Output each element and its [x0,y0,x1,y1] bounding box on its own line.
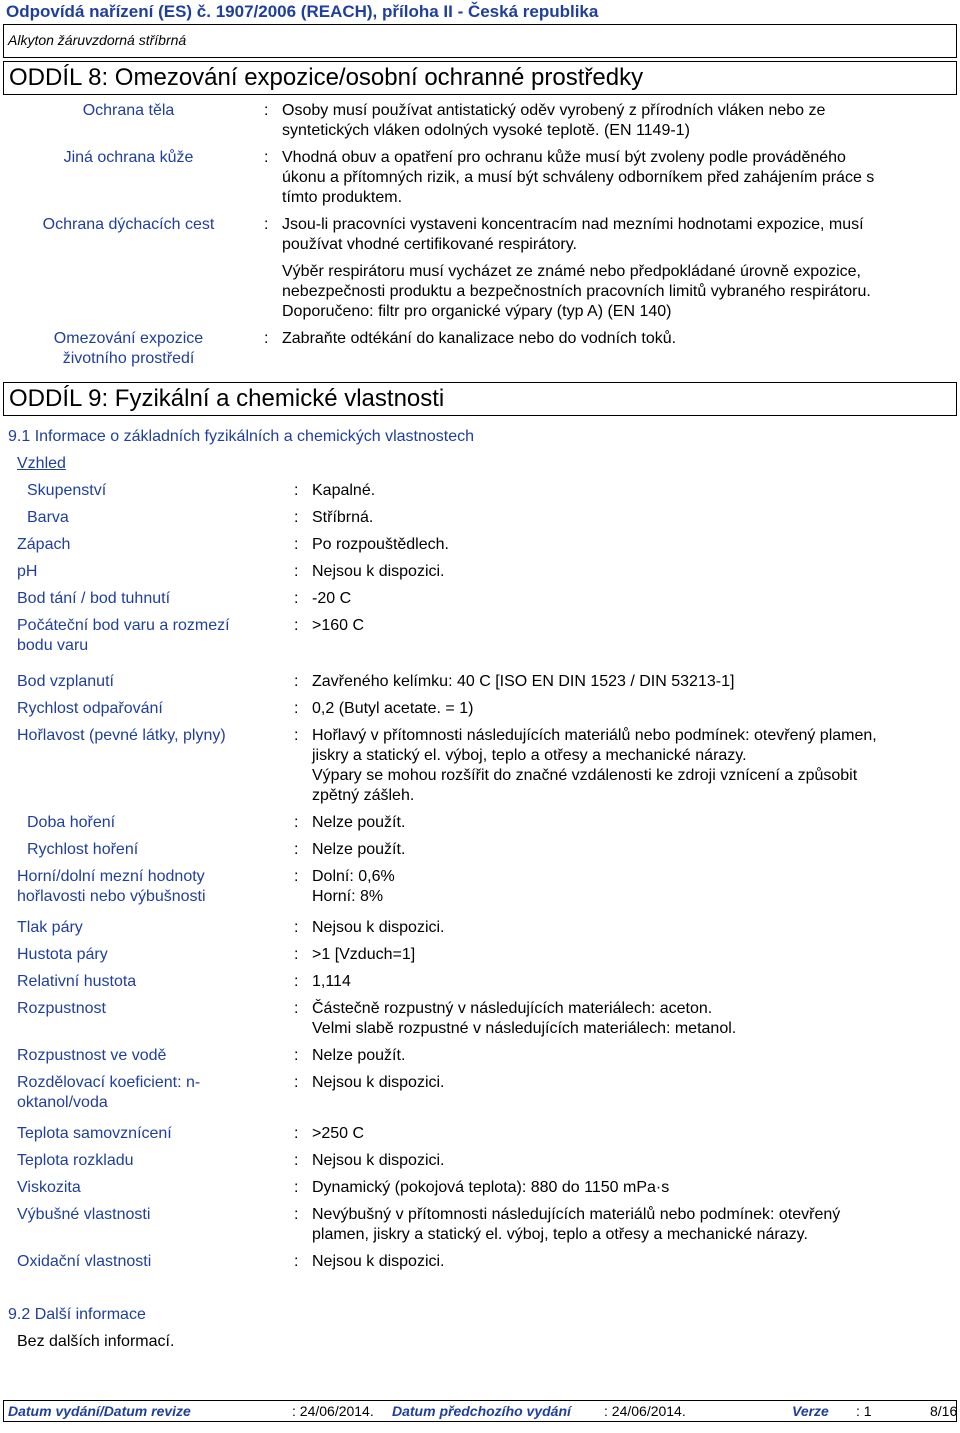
label-flammability: Hořlavost (pevné látky, plyny) [17,727,226,744]
footer-previous-value: : 24/06/2014. [604,1403,686,1419]
label-physical-state: Skupenství [27,482,107,499]
label-color: Barva [27,509,69,526]
colon: : [294,673,299,690]
footer-issue-value: : 24/06/2014. [292,1403,374,1419]
value-solubility-l1: Částečně rozpustný v následujících materiálech: aceton. [312,1000,713,1017]
value-explosion-limits-l1: Dolní: 0,6% [312,868,395,885]
value-skin-protection-l2: úkonu a přítomných rizik, a musí být schváleny odborníkem před zahájením práce s [282,169,875,186]
value-skin-protection-l3: tímto produktem. [282,189,403,206]
colon: : [294,536,299,553]
colon: : [294,1000,299,1017]
colon: : [294,919,299,936]
value-ph: Nejsou k dispozici. [312,563,445,580]
value-flash-point: Zavřeného kelímku: 40 C [ISO EN DIN 1523 / DIN 53213-1] [312,673,735,690]
colon: : [294,973,299,990]
colon: : [294,509,299,526]
label-odor: Zápach [17,536,71,553]
colon: : [294,814,299,831]
value-water-solubility: Nelze použít. [312,1047,406,1064]
colon: : [294,617,299,634]
value-autoignition-temp: >250 C [312,1125,365,1142]
value-burning-time: Nelze použít. [312,814,406,831]
footer-issue-label: Datum vydání/Datum revize [8,1403,191,1419]
colon: : [294,868,299,885]
value-flammability-l1: Hořlavý v přítomnosti následujících materiálů nebo podmínek: otevřený plamen, [312,727,877,744]
label-respiratory-protection: Ochrana dýchacích cest [42,216,215,233]
label-partition-coefficient-l2: oktanol/voda [17,1094,108,1111]
label-evaporation-rate: Rychlost odpařování [17,700,163,717]
footer-version-label: Verze [792,1403,829,1419]
section-8-title: ODDÍL 8: Omezování expozice/osobní ochranné prostředky [9,64,644,91]
section-9-header [3,382,957,416]
colon: : [294,1179,299,1196]
value-flammability-l3: Výpary se mohou rozšířit do značné vzdálenosti ke zdroji vznícení a způsobit [312,767,858,784]
colon: : [294,1047,299,1064]
value-environmental-exposure: Zabraňte odtékání do kanalizace nebo do vodních toků. [282,330,677,347]
value-viscosity: Dynamický (pokojová teplota): 880 do 1150 mPa·s [312,1179,670,1196]
label-skin-protection: Jiná ochrana kůže [63,149,194,166]
value-respiratory-l4: nebezpečnosti produktu a bezpečnostních pracovních limitů vybraného respirátoru. [282,283,871,300]
label-body-protection: Ochrana těla [82,102,175,119]
value-explosive-properties-l1: Nevýbušný v přítomnosti následujících materiálů nebo podmínek: otevřený [312,1206,841,1223]
label-oxidizing-properties: Oxidační vlastnosti [17,1253,152,1270]
label-vapor-pressure: Tlak páry [17,919,83,936]
label-boiling-point-l2: bodu varu [17,637,89,654]
colon: : [294,946,299,963]
product-name: Alkyton žáruvzdorná stříbrná [8,32,187,48]
value-vapor-pressure: Nejsou k dispozici. [312,919,445,936]
label-boiling-point-l1: Počáteční bod varu a rozmezí [17,617,230,634]
value-decomposition-temp: Nejsou k dispozici. [312,1152,445,1169]
value-boiling-point: >160 C [312,617,365,634]
value-vapor-density: >1 [Vzduch=1] [312,946,416,963]
footer-version-value: : 1 [856,1403,872,1419]
section-8-header [3,61,957,95]
colon: : [264,149,269,166]
section-9-title: ODDÍL 9: Fyzikální a chemické vlastnosti [9,385,445,412]
label-partition-coefficient-l1: Rozdělovací koeficient: n- [17,1074,201,1091]
footer-previous-label: Datum předchozího vydání [392,1403,571,1419]
colon: : [294,1074,299,1091]
product-name-box [3,24,957,58]
label-ph: pH [17,563,38,580]
value-color: Stříbrná. [312,509,374,526]
label-decomposition-temp: Teplota rozkladu [17,1152,134,1169]
value-body-protection-l2: syntetických vláken odolných vysoké teplotě. (EN 1149-1) [282,122,690,139]
regulation-header: Odpovídá nařízení (ES) č. 1907/2006 (REACH), příloha II - Česká republika [6,2,599,21]
value-skin-protection-l1: Vhodná obuv a opatření pro ochranu kůže musí být zvoleny podle prováděného [282,149,846,166]
value-partition-coefficient: Nejsou k dispozici. [312,1074,445,1091]
label-vapor-density: Hustota páry [17,946,108,963]
colon: : [264,330,269,347]
label-viscosity: Viskozita [17,1179,81,1196]
label-explosion-limits-l2: hořlavosti nebo výbušnosti [17,888,206,905]
value-oxidizing-properties: Nejsou k dispozici. [312,1253,445,1270]
colon: : [294,590,299,607]
value-respiratory-l1: Jsou-li pracovníci vystaveni koncentracím nad mezními hodnotami expozice, musí [282,216,864,233]
subsection-9-2: 9.2 Další informace [8,1306,146,1323]
value-physical-state: Kapalné. [312,482,376,499]
label-water-solubility: Rozpustnost ve vodě [17,1047,167,1064]
colon: : [264,102,269,119]
label-explosive-properties: Výbušné vlastnosti [17,1206,151,1223]
label-environmental-exposure-l1: Omezování expozice [53,330,204,347]
value-evaporation-rate: 0,2 (Butyl acetate. = 1) [312,700,474,717]
value-relative-density: 1,114 [312,973,351,990]
colon: : [294,1253,299,1270]
label-burning-rate: Rychlost hoření [27,841,139,858]
value-solubility-l2: Velmi slabě rozpustné v následujících materiálech: metanol. [312,1020,737,1037]
value-flammability-l4: zpětný zášleh. [312,787,415,804]
value-burning-rate: Nelze použít. [312,841,406,858]
footer-page-number: 8/16 [930,1403,958,1419]
value-body-protection-l1: Osoby musí používat antistatický oděv vyrobený z přírodních vláken nebo ze [282,102,826,119]
value-melting-point: -20 C [312,590,352,607]
colon: : [264,216,269,233]
label-burning-time: Doba hoření [27,814,116,831]
label-autoignition-temp: Teplota samovznícení [17,1125,172,1142]
colon: : [294,841,299,858]
colon: : [294,727,299,744]
other-information-text: Bez dalších informací. [17,1333,175,1350]
colon: : [294,1125,299,1142]
footer [3,1400,957,1422]
value-respiratory-l3: Výběr respirátoru musí vycházet ze známé nebo předpokládané úrovně expozice, [282,263,861,280]
colon: : [294,1206,299,1223]
label-melting-point: Bod tání / bod tuhnutí [17,590,171,607]
value-explosive-properties-l2: plamen, jiskry a statický el. výboj, teplo a otřesy a mechanické nárazy. [312,1226,808,1243]
colon: : [294,563,299,580]
label-explosion-limits-l1: Horní/dolní mezní hodnoty [17,868,205,885]
label-flash-point: Bod vzplanutí [17,673,114,690]
label-relative-density: Relativní hustota [17,973,137,990]
colon: : [294,482,299,499]
label-solubility: Rozpustnost [17,1000,106,1017]
value-odor: Po rozpouštědlech. [312,536,449,553]
value-explosion-limits-l2: Horní: 8% [312,888,384,905]
colon: : [294,700,299,717]
value-respiratory-l2: používat vhodné certifikované respirátory. [282,236,577,253]
value-respiratory-l5: Doporučeno: filtr pro organické výpary (typ A) (EN 140) [282,303,672,320]
label-environmental-exposure-l2: životního prostředí [62,350,195,367]
subsection-9-1: 9.1 Informace o základních fyzikálních a chemických vlastnostech [8,428,474,445]
appearance-heading: Vzhled [17,455,66,472]
colon: : [294,1152,299,1169]
value-flammability-l2: jiskry a statický el. výboj, teplo a otřesy a mechanické nárazy. [312,747,747,764]
